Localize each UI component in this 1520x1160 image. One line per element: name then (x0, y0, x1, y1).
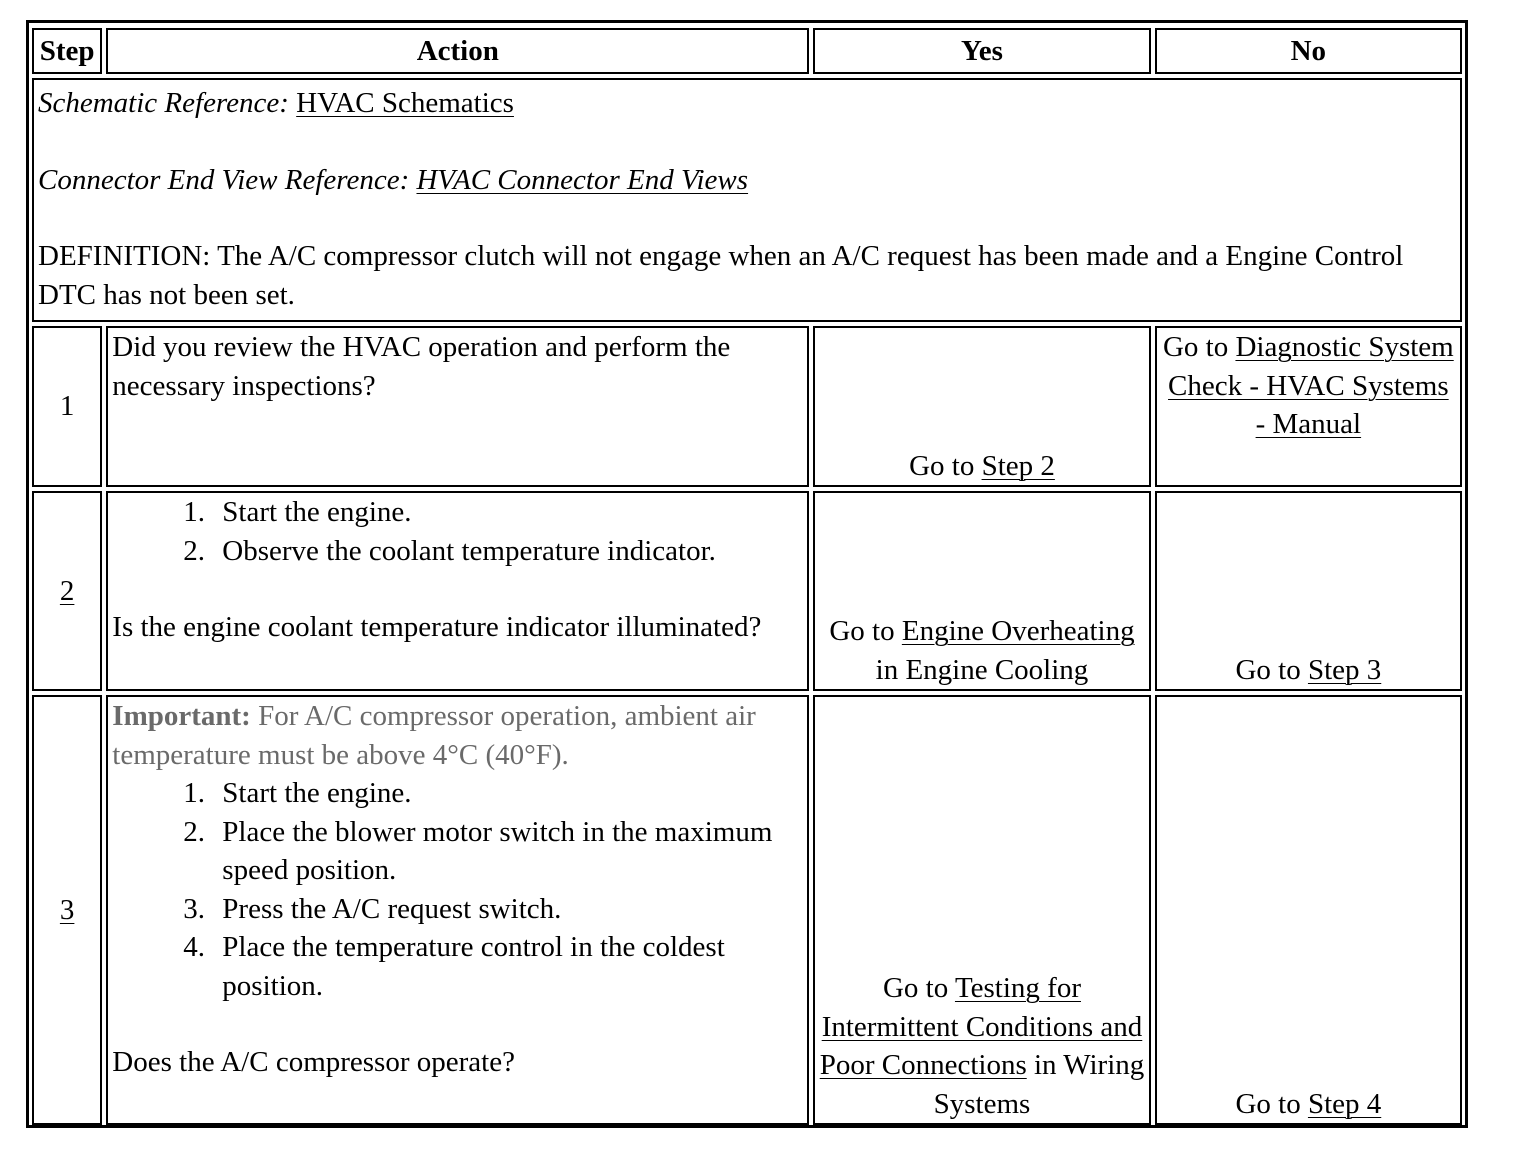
list-item: 1. Start the engine. (212, 493, 803, 532)
no-prefix: Go to (1162, 331, 1236, 363)
no-prefix: Go to (1235, 1087, 1308, 1120)
connector-reference (38, 161, 1456, 200)
action-question: Does the A/C compressor operate? (112, 1046, 515, 1078)
schematic-reference (38, 84, 1456, 123)
yes-prefix: Go to (829, 615, 902, 647)
step-2-anchor-link[interactable]: 2 (59, 574, 75, 607)
hvac-schematics-link[interactable]: HVAC Schematics (296, 87, 514, 119)
action-question: Is the engine coolant temperature indicator illuminated? (112, 611, 762, 643)
step-2-link[interactable]: Step 2 (981, 449, 1055, 482)
table-row (32, 695, 1462, 1125)
table-row (32, 491, 1462, 691)
yes-cell (813, 695, 1150, 1125)
action-cell (106, 326, 809, 487)
schematic-label: Schematic Reference: (38, 87, 297, 119)
hvac-connector-end-views-link[interactable]: HVAC Connector End Views (416, 163, 749, 196)
no-prefix: Go to (1235, 653, 1308, 686)
list-item: 1. Start the engine. (212, 774, 803, 813)
important-label: Important: (112, 700, 251, 732)
yes-prefix: Go to (909, 449, 982, 482)
important-text: For A/C compressor operation, ambient air temperature must be above 4°C (40°F). (112, 700, 756, 771)
diagnostic-table (28, 24, 1466, 1129)
header-row (32, 28, 1462, 74)
list-item: 3. Press the A/C request switch. (212, 890, 803, 929)
no-cell (1155, 695, 1462, 1125)
step-3-link[interactable]: Step 3 (1307, 653, 1382, 686)
list-item: 2. Place the blower motor switch in the maximum speed position. (212, 813, 803, 890)
list-item: 2. Observe the coolant temperature indicator. (212, 532, 803, 571)
header-yes: Yes (813, 28, 1150, 74)
action-steps-list (112, 774, 803, 1005)
action-steps-list (112, 493, 803, 570)
no-cell (1155, 326, 1462, 487)
header-no: No (1155, 28, 1462, 74)
action-question: Did you review the HVAC operation and perform the necessary inspections? (112, 331, 731, 402)
action-cell (106, 695, 809, 1125)
header-action: Action (106, 28, 809, 74)
yes-cell (813, 491, 1150, 691)
yes-suffix: in Wiring Systems (933, 1049, 1145, 1120)
reference-cell (32, 78, 1462, 322)
step-number: 1 (32, 326, 102, 487)
connector-label: Connector End View Reference: (38, 163, 417, 196)
important-note (112, 697, 803, 774)
action-cell (106, 491, 809, 691)
step-4-link[interactable]: Step 4 (1307, 1087, 1382, 1120)
step-number (32, 491, 102, 691)
reference-row (32, 78, 1462, 322)
list-item: 4. Place the temperature control in the coldest position. (212, 928, 803, 1005)
engine-overheating-link[interactable]: Engine Overheating (901, 615, 1135, 647)
step-number (32, 695, 102, 1125)
header-step: Step (32, 28, 102, 74)
step-3-anchor-link[interactable]: 3 (59, 893, 75, 926)
yes-cell (813, 326, 1150, 487)
yes-suffix: in Engine Cooling (875, 653, 1089, 686)
yes-prefix: Go to (882, 972, 955, 1004)
testing-intermittent-conditions-link[interactable]: Testing for Intermittent Conditions and Poor Connections (819, 972, 1143, 1081)
definition-text: DEFINITION: The A/C compressor clutch will not engage when an A/C request has been made and a Engine Control DTC has not been set. (38, 240, 1404, 311)
no-cell (1155, 491, 1462, 691)
diagnostic-system-check-link[interactable]: Diagnostic System Check - HVAC Systems - Manual (1168, 331, 1454, 440)
table-row (32, 326, 1462, 487)
